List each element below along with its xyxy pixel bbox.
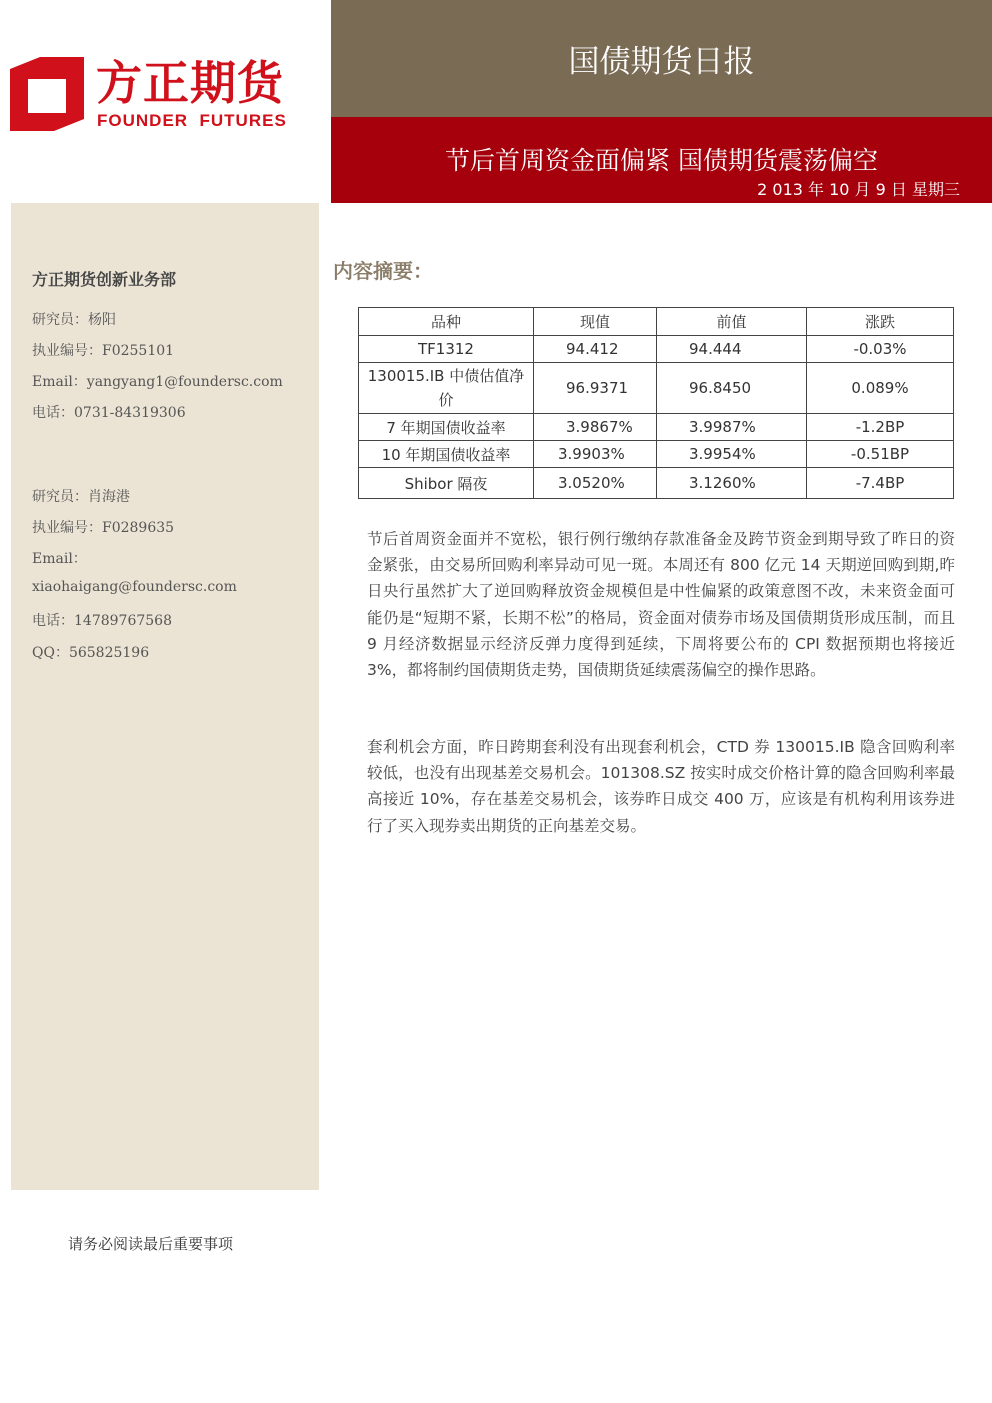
table-cell: -0.51BP [807, 441, 954, 468]
summary-heading: 内容摘要： [333, 259, 433, 283]
summary-paragraph-2: 套利机会方面，昨日跨期套利没有出现套利机会，CTD 券 130015.IB 隐含回购利率较低，也没有出现基差交易机会。101308.SZ 按实时成交价格计算的隐含回购利率最高接近 10%，存在基差交易机会，该券昨日成交 400 万，应该是有机构利用该券进行了买入现券卖出期货的正向基差交易。 [367, 738, 955, 835]
founder-logo-icon [10, 57, 84, 131]
table-cell: 94.412 [534, 336, 657, 363]
table-cell: TF1312 [359, 336, 534, 363]
table-cell: -0.03% [807, 336, 954, 363]
analyst-1-name: 研究员：杨阳 [32, 312, 116, 328]
company-logo [10, 55, 310, 135]
analyst-2-qq: QQ：565825196 [32, 645, 150, 661]
table-cell: 3.1260% [657, 468, 807, 499]
table-cell: 96.8450 [657, 363, 807, 414]
table-cell: 3.0520% [534, 468, 657, 499]
column-header: 现值 [534, 308, 657, 336]
analyst-sidebar [11, 203, 319, 1190]
analyst-2-name: 研究员：肖海港 [32, 489, 130, 505]
analyst-2-phone: 电话：14789767568 [32, 613, 172, 629]
table-row [359, 468, 954, 499]
table-header-row [359, 308, 954, 336]
market-data-table [358, 307, 954, 499]
header-title-band [331, 0, 992, 117]
table-cell: 3.9954% [657, 441, 807, 468]
report-date: 2 013 年 10 月 9 日 星期三 [757, 180, 960, 199]
table-row [359, 336, 954, 363]
logo-chinese-name: 方正期货 [96, 56, 284, 110]
table-row [359, 441, 954, 468]
table-cell: -7.4BP [807, 468, 954, 499]
report-title: 国债期货日报 [568, 44, 755, 80]
column-header: 品种 [359, 308, 534, 336]
table-cell: 94.444 [657, 336, 807, 363]
table-cell: Shibor 隔夜 [359, 468, 534, 499]
analyst-2-email: xiaohaigang@foundersc.com [32, 579, 237, 595]
analyst-1-email: Email：yangyang1@foundersc.com [32, 374, 283, 390]
report-subtitle: 节后首周资金面偏紧 国债期货震荡偏空 [445, 146, 878, 175]
table-cell: 7 年期国债收益率 [359, 414, 534, 441]
table-cell: 0.089% [807, 363, 954, 414]
summary-paragraph-1: 节后首周资金面并不宽松，银行例行缴纳存款准备金及跨节资金到期导致了昨日的资金紧张，由交易所回购利率异动可见一斑。本周还有 800 亿元 14 天期逆回购到期,昨日央行虽然扩大了逆回购释放资金规模但是中性偏紧的政策意图不改，未来资金面可能仍是“短期不紧，长期不松”的格局，资金面对债券市场及国债期货形成压制，而且 9 月经济数据显示经济反弹力度得到延续，下周将要公布的 CPI 数据预期也将接近 3%，都将制约国债期货走势，国债期货延续震荡偏空的操作思路。 [367, 530, 955, 680]
table-cell: -1.2BP [807, 414, 954, 441]
logo-english-name: FOUNDER FUTURES [97, 111, 287, 130]
table-cell: 3.9987% [657, 414, 807, 441]
analyst-2-license: 执业编号：F0289635 [32, 520, 175, 536]
column-header: 涨跌 [807, 308, 954, 336]
column-header: 前值 [657, 308, 807, 336]
table-row [359, 363, 954, 414]
header-subtitle-band [331, 117, 992, 203]
department-name: 方正期货创新业务部 [32, 270, 177, 289]
table-cell: 96.9371 [534, 363, 657, 414]
table-row [359, 414, 954, 441]
table-cell: 10 年期国债收益率 [359, 441, 534, 468]
disclaimer-note: 请务必阅读最后重要事项 [68, 1235, 234, 1253]
analyst-2-email-label: Email： [32, 551, 87, 567]
table-cell: 3.9903% [534, 441, 657, 468]
table-cell: 130015.IB 中债估值净价 [359, 363, 534, 414]
table-cell: 3.9867% [534, 414, 657, 441]
analyst-1-phone: 电话：0731-84319306 [32, 405, 186, 421]
analyst-1-license: 执业编号：F0255101 [32, 343, 175, 359]
